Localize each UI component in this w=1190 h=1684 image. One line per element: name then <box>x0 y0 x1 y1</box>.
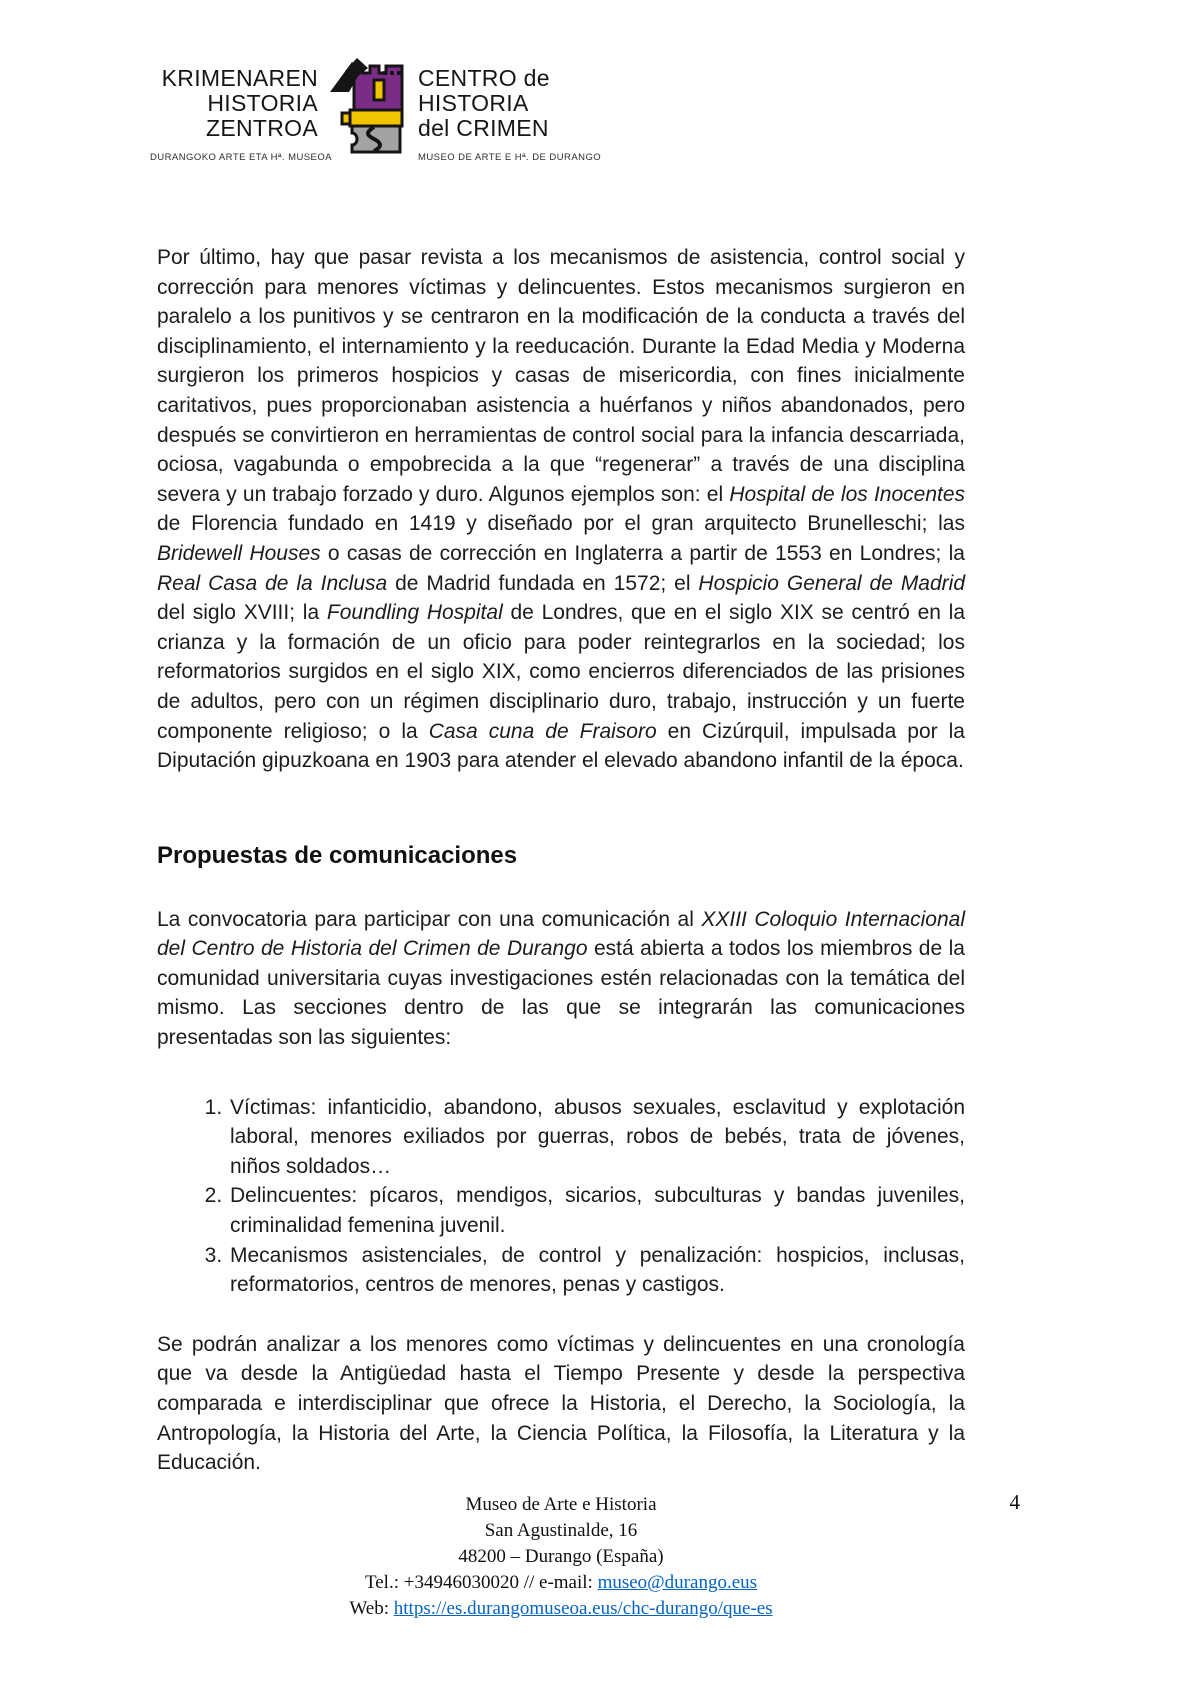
footer-web-text: Web: <box>349 1598 394 1619</box>
logo-left-line: HISTORIA <box>207 90 318 116</box>
list-item-delincuentes: 2. Delincuentes: pícaros, mendigos, sicarios, subculturas y bandas juveniles, criminalidad femenina juvenil. <box>228 1181 965 1240</box>
footer-contact-line <box>157 1570 965 1596</box>
list-item-mecanismos: 3. Mecanismos asistenciales, de control y penalización: hospicios, inclusas, reformatorios, centros de menores, penas y castigos. <box>228 1241 965 1300</box>
paragraph-mechanisms: Por último, hay que pasar revista a los mecanismos de asistencia, control social y corrección para menores víctimas y delincuentes. Estos mecanismos surgieron en paralelo a los punitivos y se centraron en la modificación de la conducta a través del disciplinamiento, el internamiento y la reeducación. Durante la Edad Media y Moderna surgieron los primeros hospicios y casas de misericordia, con fines inicialmente caritativos, pues proporcionaban asistencia a huérfanos y niños abandonados, pero después se convirtieron en herramientas de control social para la infancia descarriada, ociosa, vagabunda o empobrecida a la que “regenerar” a través de una disciplina severa y un trabajo forzado y duro. Algunos ejemplos son: el Hospital de los Inocentes de Florencia fundado en 1419 y diseñado por el gran arquitecto Brunelleschi; las Bridewell Houses o casas de corrección en Inglaterra a partir de 1553 en Londres; la Real Casa de la Inclusa de Madrid fundada en 1572; el Hospicio General de Madrid del siglo XVIII; la Foundling Hospital de Londres, que en el siglo XIX se centró en la crianza y la formación de un oficio para poder reintegrarlos en la sociedad; los reformatorios surgidos en el siglo XIX, como encierros diferenciados de las prisiones de adultos, pero con un régimen disciplinario duro, trabajo, instrucción y un fuerte componente religioso; o la Casa cuna de Fraisoro en Cizúrquil, impulsada por la Diputación gipuzkoana en 1903 para atender el elevado abandono infantil de la época. <box>157 246 966 773</box>
sections-list <box>157 1093 965 1300</box>
list-item-victimas: 1. Víctimas: infanticidio, abandono, abusos sexuales, esclavitud y explotación laboral, menores exiliados por guerras, robos de bebés, trata de jóvenes, niños soldados… <box>228 1093 965 1182</box>
footer-city: 48200 – Durango (España) <box>458 1546 664 1567</box>
footer-address: San Agustinalde, 16 <box>484 1520 638 1541</box>
logo-right-line: HISTORIA <box>418 90 529 116</box>
footer-museum-name: Museo de Arte e Historia <box>465 1494 657 1515</box>
museum-logo <box>150 56 601 163</box>
footer-web-line <box>157 1596 965 1622</box>
logo-left-subtitle: DURANGOKO ARTE ETA Hª. MUSEOA <box>150 152 332 163</box>
logo-right-line: CENTRO de <box>418 65 550 91</box>
logo-right-text <box>418 56 601 163</box>
section-heading-propuestas: Propuestas de comunicaciones <box>157 841 518 869</box>
paragraph-cronologia: Se podrán analizar a los menores como víctimas y delincuentes en una cronología que va desde la Antigüedad hasta el Tiempo Presente y desde la perspectiva comparada e interdisciplinar que ofrece la Historia, el Derecho, la Sociología, la Antropología, la Historia del Arte, la Ciencia Política, la Filosofía, la Literatura y la Educación. <box>157 1332 965 1475</box>
web-link[interactable]: https://es.durangomuseoa.eus/chc-durango/que-es <box>393 1598 773 1619</box>
logo-right-line: del CRIMEN <box>418 115 549 141</box>
email-link[interactable]: museo@durango.eus <box>597 1572 758 1593</box>
page-number: 4 <box>1009 1490 1020 1514</box>
logo-left-line: KRIMENAREN <box>161 65 318 91</box>
paragraph-convocatoria: La convocatoria para participar con una comunicación al XXIII Coloquio Internacional del Centro de Historia del Crimen de Durango está abierta a todos los miembros de la comunidad universitaria cuyas investigaciones estén relacionadas con la temática del mismo. Las secciones dentro de las que se integrarán las comunicaciones presentadas son las siguientes: <box>157 907 965 1050</box>
page-footer <box>157 1492 965 1622</box>
castle-puzzle-icon <box>328 56 408 154</box>
logo-right-subtitle: MUSEO DE ARTE E Hª. DE DURANGO <box>418 152 602 163</box>
document-body <box>157 243 965 1478</box>
footer-tel-text: Tel.: +34946030020 // e-mail: <box>364 1572 598 1593</box>
logo-left-line: ZENTROA <box>206 115 318 141</box>
logo-left-text <box>150 56 332 163</box>
